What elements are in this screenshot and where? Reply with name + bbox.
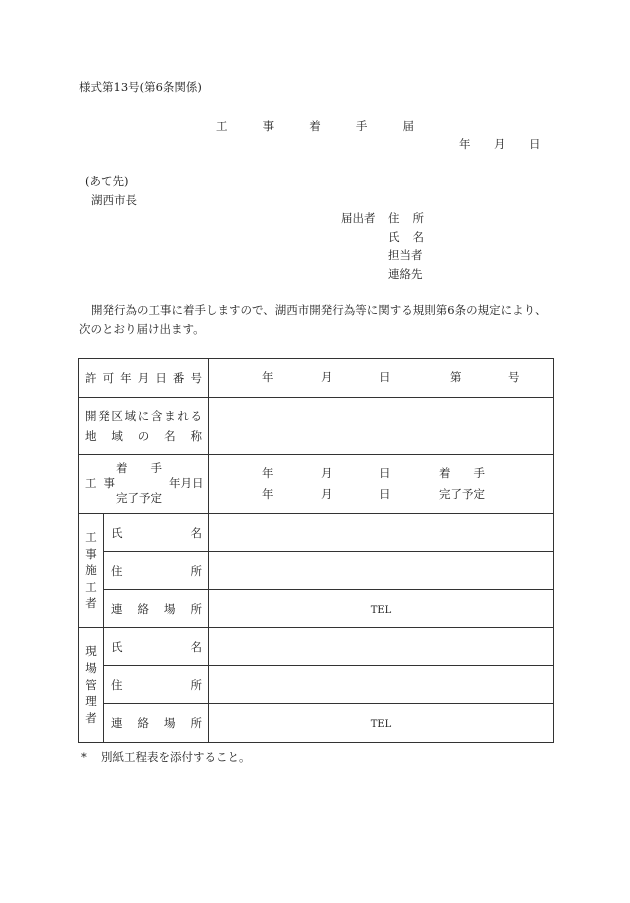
contractor-contact-value[interactable] [209,590,554,628]
label-kanryo: 完了予定 [116,491,162,505]
construction-dates-value-cell[interactable] [209,455,554,514]
title-char: 工 [216,119,228,133]
contractor-address-row [79,552,554,590]
permit-dai: 第 [450,370,462,384]
permit-month: 月 [321,370,333,384]
contractor-name-value[interactable] [209,514,554,552]
permit-year: 年 [262,370,274,384]
title-char: 届 [402,119,414,133]
body-line-2: 次のとおり届け出ます。 [79,322,205,336]
contractor-address-value[interactable] [209,552,554,590]
start-label: 着 手 [439,466,485,480]
body-line-1: 開発行為の工事に着手しますので、湖西市開発行為等に関する規則第6条の規定により、 [91,303,547,317]
manager-contact-value[interactable] [209,704,554,743]
title-char: 事 [262,119,275,133]
permit-value-cell[interactable] [209,359,554,398]
contractor-group-label: 工 事 施 工 者 [79,514,104,628]
manager-address-row [79,666,554,704]
date-month: 月 [494,137,506,151]
title-char: 着 [309,119,321,133]
area-label-line-1: 開 発 区 域 に 含 ま れ る [85,409,202,423]
document-title [216,121,414,133]
form-table [78,358,554,743]
permit-day: 日 [379,370,391,384]
contractor-contact-label: 連 絡 場 所 [104,590,209,628]
contractor-contact-row [79,590,554,628]
area-name-row [79,398,554,455]
manager-group-label: 現 場 管 理 者 [79,628,104,743]
manager-address-label: 住 所 [104,666,209,704]
manager-contact-label: 連 絡 場 所 [104,704,209,743]
start-month: 月 [321,466,333,480]
permit-row [79,359,554,398]
contractor-name-row [79,514,554,552]
contractor-tel-label: TEL [370,604,392,616]
manager-name-row [79,628,554,666]
label-ymd: 年月日 [169,476,204,490]
date-year: 年 [459,137,471,151]
permit-label-cell [79,359,209,398]
completion-day: 日 [379,487,391,501]
area-name-label-cell [79,398,209,455]
contractor-address-label: 住 所 [104,552,209,590]
addressee: 湖西市長 [91,193,137,207]
area-label-line-2: 地 域 の 名 称 [85,429,202,443]
form-number: 様式第13号(第6条関係) [79,80,202,94]
permit-go: 号 [508,370,520,384]
permit-label: 許 可 年 月 日 番 号 [85,371,202,385]
construction-dates-label-cell [79,455,209,514]
contractor-name-label: 氏 名 [104,514,209,552]
footer-note: 別紙工程表を添付すること。 [101,750,251,764]
applicant-label: 届出者 [341,211,376,225]
manager-address-value[interactable] [209,666,554,704]
applicant-name-label: 氏 名 [388,230,424,244]
person-in-charge-label: 担当者 [388,248,423,262]
completion-month: 月 [321,487,333,501]
note-mark: * [81,750,87,764]
label-kouji: 工 事 [85,476,115,490]
start-day: 日 [379,466,391,480]
start-year: 年 [262,466,274,480]
contact-label: 連絡先 [388,267,423,281]
construction-dates-row [79,455,554,514]
label-chakushu: 着 手 [116,461,162,475]
manager-contact-row [79,704,554,743]
completion-label: 完了予定 [439,487,485,501]
applicant-address-label: 住 所 [388,211,424,225]
manager-tel-label: TEL [370,719,392,730]
date-day: 日 [529,137,541,151]
manager-name-label: 氏 名 [104,628,209,666]
title-char: 手 [355,119,368,133]
manager-name-value[interactable] [209,628,554,666]
completion-year: 年 [262,487,274,501]
recipient-label: (あて先) [85,174,129,188]
area-name-value-cell[interactable] [209,398,554,455]
